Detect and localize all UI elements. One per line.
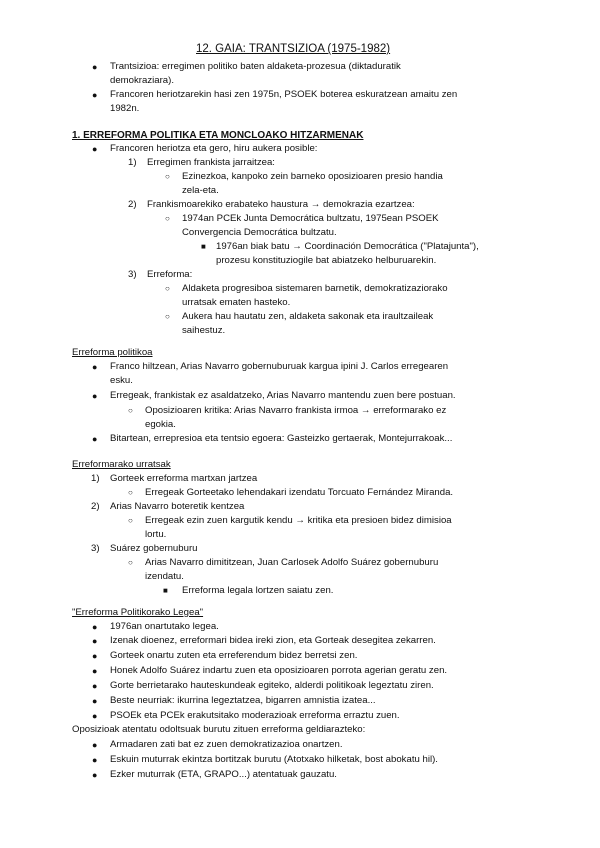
text-line: esku. [110,375,133,386]
text-line: Aldaketa progresiboa sistemaren barnetik, demokratizaziorako [182,283,448,294]
circle-mark: ○ [165,214,170,223]
subsection-heading: Erreformarako urratsak [72,459,171,470]
list-item: Eskuin muturrak ekintza bortitzak burutu (Atotxako hilketak, bost abokatu hil). [110,754,438,765]
list-item: PSOEk eta PCEk erakutsitako moderazioak erreforma erraztu zuen. [110,710,400,721]
text-line: lortu. [145,529,167,540]
text-line: urratsak ematen hasteko. [182,297,291,308]
circle-mark: ○ [128,488,133,497]
bullet-mark: ● [92,711,98,721]
text-line: Franco hiltzean, Arias Navarro gobernuburuak kargua ipini J. Carlos erregearen [110,361,449,372]
intro-line: Francoren heriotzarekin hasi zen 1975n, PSOEK boterea eskuratzean amaitu zen [110,89,458,100]
bullet-mark: ● [92,651,98,661]
text-line: Suárez gobernuburu [110,543,198,554]
circle-mark: ○ [165,172,170,181]
section-heading: 1. ERREFORMA POLITIKA ETA MONCLOAKO HITZARMENAK [72,130,364,141]
bullet-mark: ● [92,636,98,646]
text-line: Oposizioak atentatu odoltsuak burutu zituen erreforma geldiarazteko: [72,724,366,735]
list-number: 3) [128,269,137,280]
circle-mark: ○ [128,516,133,525]
text-line: Frankismoarekiko erabateko haustura → demokrazia ezartzea: [147,199,415,210]
text-line: Arias Navarro boteretik kentzea [110,501,245,512]
text-line: egokia. [145,419,176,430]
square-mark: ■ [201,242,206,251]
list-item: Izenak dioenez, erreformari bidea ireki zion, eta Gorteak desegitea zekarren. [110,635,436,646]
list-number: 2) [128,199,137,210]
text-line: Aukera hau hautatu zen, aldaketa sakonak eta iraultzaileak [182,311,434,322]
text-line: Gorteek erreforma martxan jartzea [110,473,258,484]
list-number: 2) [91,501,100,512]
intro-line: Trantsizioa: erregimen politiko baten aldaketa-prozesua (diktaduratik [110,61,401,72]
list-number: 3) [91,543,100,554]
bullet-mark: ● [92,391,98,401]
list-item: Armadaren zati bat ez zuen demokratizazioa onartzen. [110,739,343,750]
list-number: 1) [128,157,137,168]
subsection-heading: "Erreforma Politikorako Legea" [72,607,204,618]
intro-line: demokraziara). [110,75,174,86]
bullet-mark: ● [92,434,98,444]
text-line: izendatu. [145,571,184,582]
bullet-mark: ● [92,62,98,72]
bullet-mark: ● [92,90,98,100]
bullet-mark: ● [92,622,98,632]
bullet-mark: ● [92,770,98,780]
text-line: Convergencia Democrática bultzatu. [182,227,337,238]
text-line: prozesu konstituziogile bat abiatzeko helburuarekin. [216,255,437,266]
list-item: Honek Adolfo Suárez indartu zuen eta oposizioaren porrota agerian geratu zen. [110,665,448,676]
circle-mark: ○ [165,312,170,321]
bullet-mark: ● [92,681,98,691]
text-line: Bitartean, errepresioa eta tentsio egoera: Gasteizko gertaerak, Montejurrakoak... [110,433,453,444]
bullet-mark: ● [92,144,98,154]
subsection-heading: Erreforma politikoa [72,347,153,358]
list-number: 1) [91,473,100,484]
bullet-mark: ● [92,755,98,765]
bullet-mark: ● [92,666,98,676]
square-mark: ■ [163,586,168,595]
list-item: 1976an onartutako legea. [110,621,219,632]
text-line: Arias Navarro dimititzean, Juan Carlosek Adolfo Suárez gobernuburu [145,557,439,568]
list-item: Gorteek onartu zuten eta erreferendum bidez berretsi zen. [110,650,358,661]
bullet-mark: ● [92,362,98,372]
text-line: Erregeak, frankistak ez asaldatzeko, Arias Navarro mantendu zuen bere postuan. [110,390,456,401]
text-line: Francoren heriotza eta gero, hiru aukera posible: [110,143,318,154]
circle-mark: ○ [128,406,133,415]
text-line: Erregeak Gorteetako lehendakari izendatu Torcuato Fernández Miranda. [145,487,454,498]
text-line: Ezinezkoa, kanpoko zein barneko oposizioaren presio handia [182,171,443,182]
list-item: Beste neurriak: ikurrina legeztatzea, bigarren amnistia izatea... [110,695,376,706]
list-item: Gorte berrietarako hauteskundeak egiteko, alderdi politikoak legeztatu ziren. [110,680,434,691]
bullet-mark: ● [92,740,98,750]
circle-mark: ○ [165,284,170,293]
bullet-mark: ● [92,696,98,706]
text-line: 1974an PCEk Junta Democrática bultzatu, 1975ean PSOEK [182,213,439,224]
text-line: Erregimen frankista jarraitzea: [147,157,275,168]
list-item: Ezker muturrak (ETA, GRAPO...) atentatuak gauzatu. [110,769,337,780]
text-line: Erreforma legala lortzen saiatu zen. [182,585,334,596]
circle-mark: ○ [128,558,133,567]
intro-line: 1982n. [110,103,140,114]
text-line: 1976an biak batu → Coordinación Democrática ("Platajunta"), [216,241,479,252]
text-line: saihestuz. [182,325,226,336]
text-line: zela-eta. [182,185,219,196]
text-line: Oposizioaren kritika: Arias Navarro frankista irmoa → erreformarako ez [145,405,447,416]
text-line: Erreforma: [147,269,193,280]
page-title: 12. GAIA: TRANTSIZIOA (1975-1982) [196,43,391,55]
text-line: Erregeak ezin zuen kargutik kendu → kritika eta presioen bidez dimisioa [145,515,452,526]
